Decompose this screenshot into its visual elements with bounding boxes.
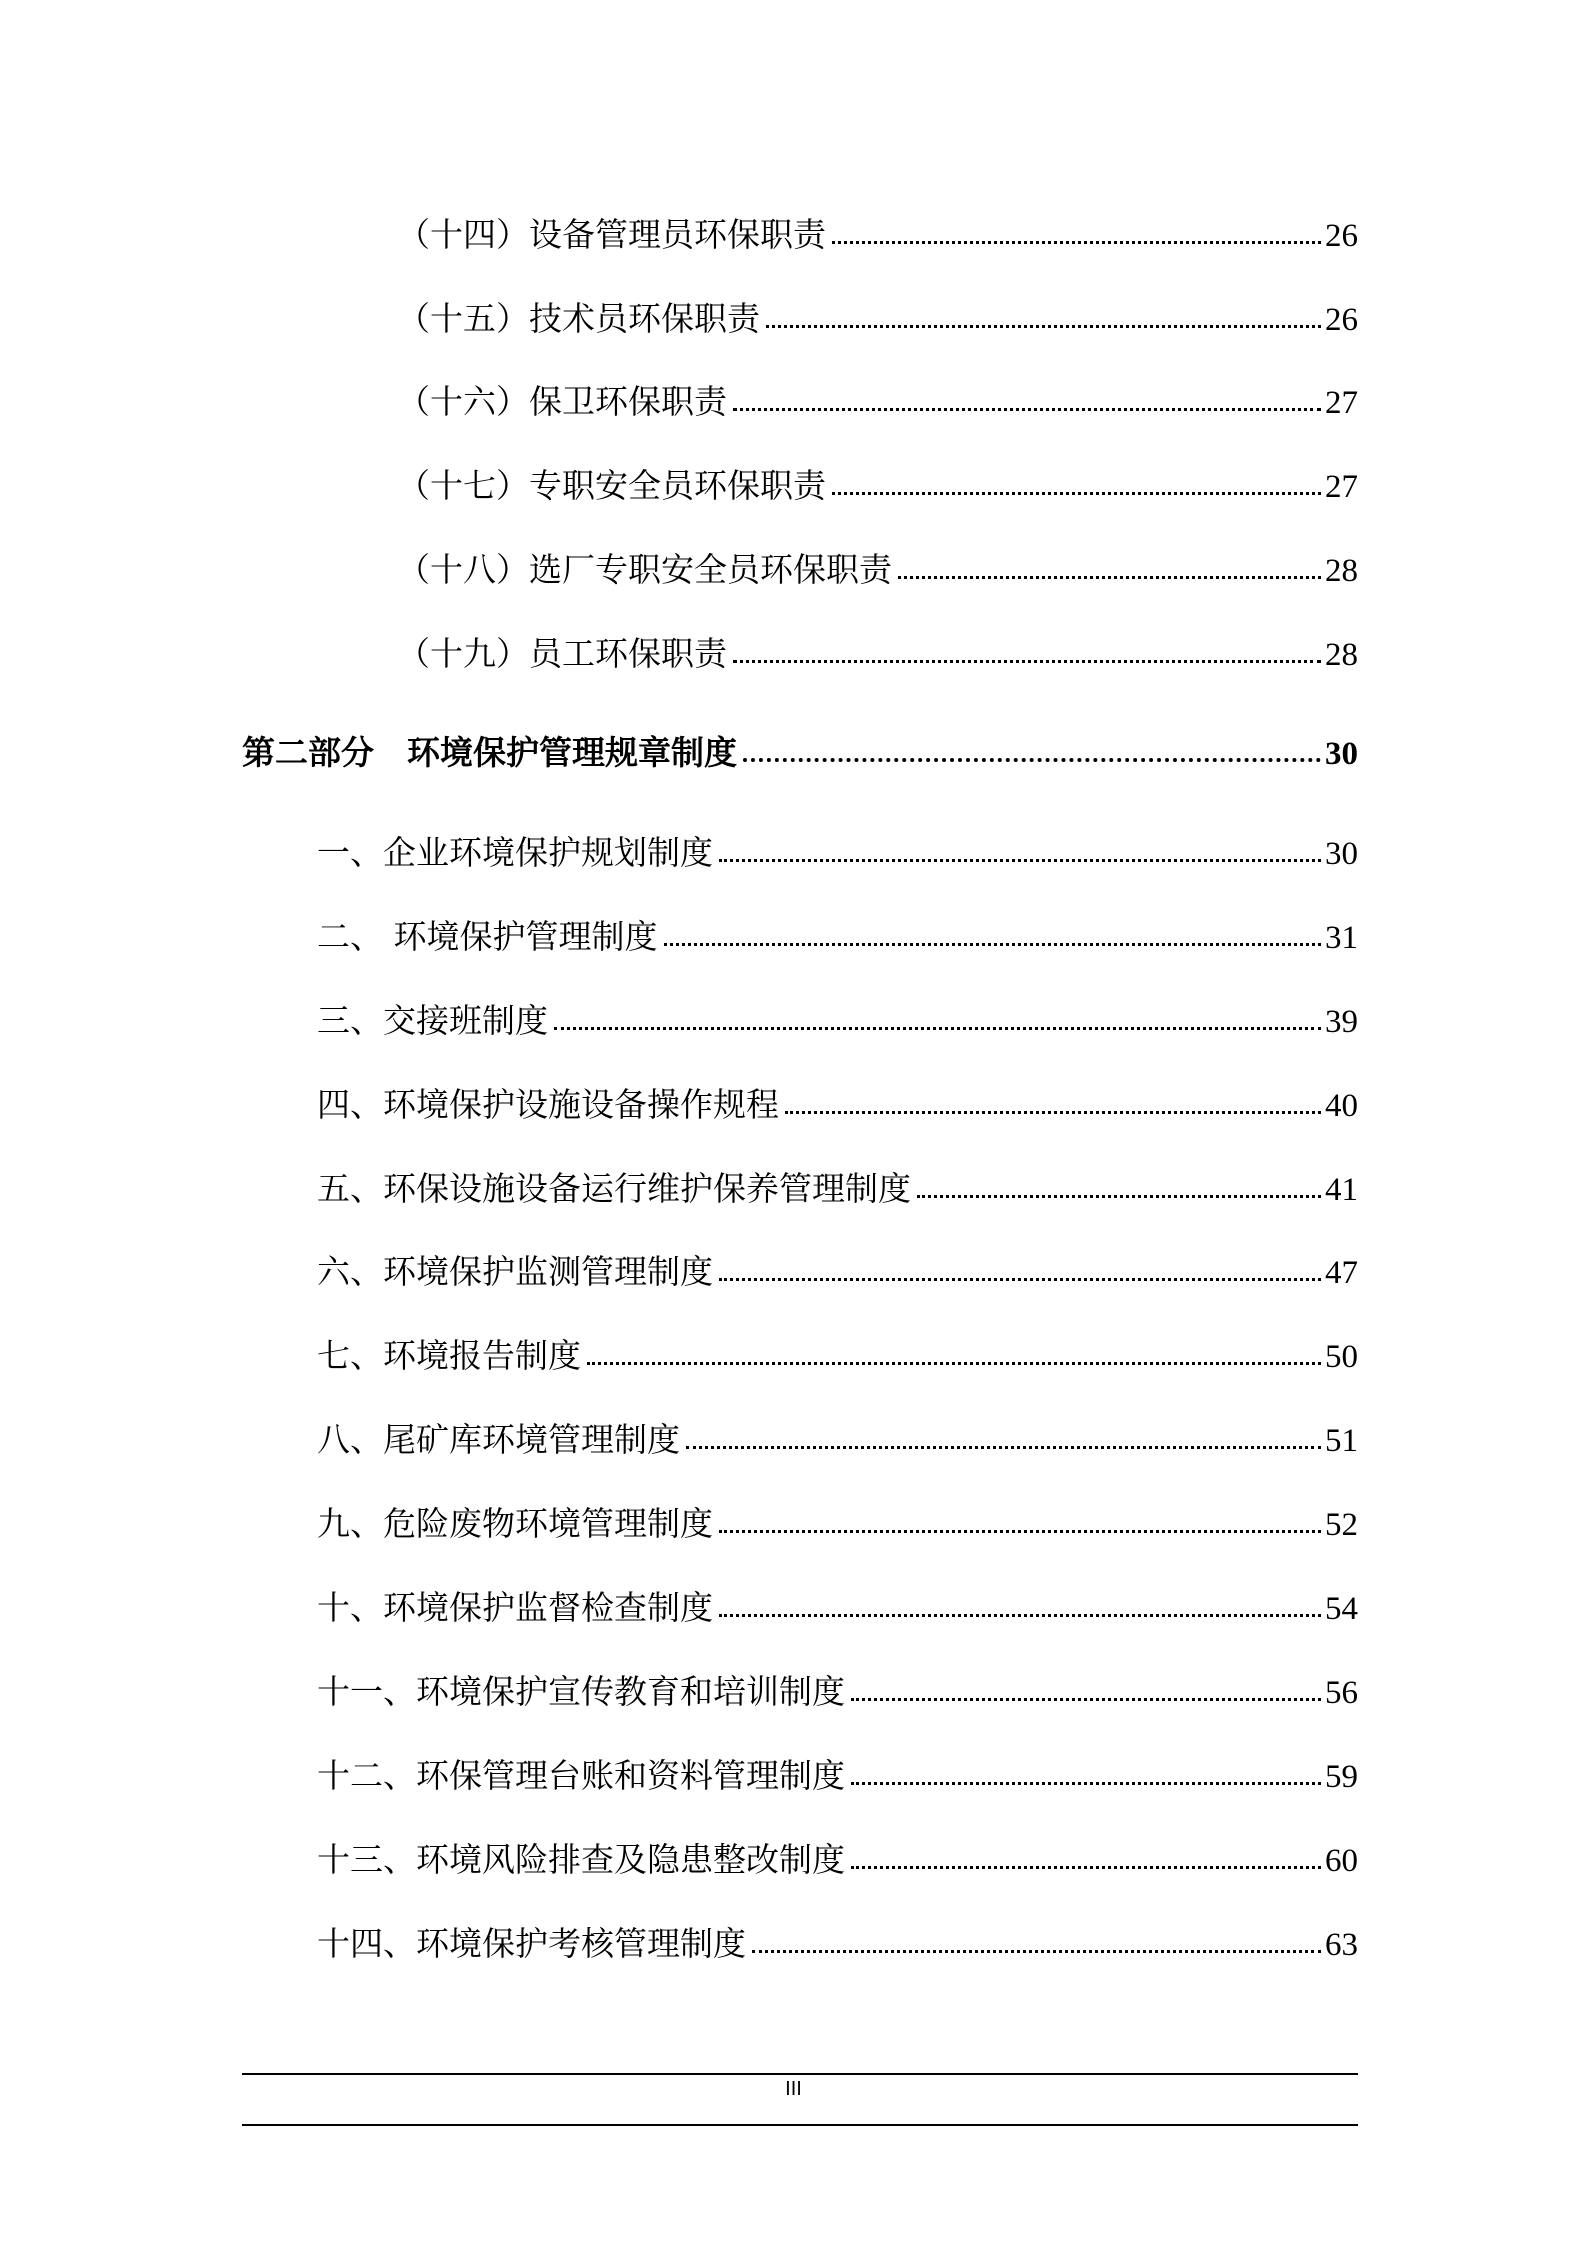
toc-entry[interactable] xyxy=(397,629,1358,679)
toc-entry[interactable] xyxy=(317,1080,1358,1130)
toc-entry-page: 50 xyxy=(1325,1339,1358,1375)
dot-leader xyxy=(719,1614,1321,1617)
dot-leader xyxy=(766,325,1321,328)
dot-leader xyxy=(554,1027,1321,1030)
dot-leader xyxy=(832,241,1321,244)
toc-entry-page: 28 xyxy=(1325,637,1358,673)
toc-entry-page: 30 xyxy=(1325,736,1358,772)
footer-rule-top xyxy=(242,2073,1358,2075)
footer-page-number: III xyxy=(785,2078,802,2100)
dot-leader xyxy=(733,408,1321,411)
toc-entry-label: 十四、环境保护考核管理制度 xyxy=(317,1924,746,1963)
toc-entry[interactable] xyxy=(317,1835,1358,1885)
toc-entry[interactable] xyxy=(317,912,1358,962)
toc-entry-label: 四、环境保护设施设备操作规程 xyxy=(317,1085,779,1124)
toc-entry-label: （十五）技术员环保职责 xyxy=(397,299,760,338)
toc-entry-label: （十八）选厂专职安全员环保职责 xyxy=(397,550,892,589)
toc-entry-page: 51 xyxy=(1325,1423,1358,1459)
toc-entry-page: 30 xyxy=(1325,836,1358,872)
toc-entry-page: 52 xyxy=(1325,1507,1358,1543)
dot-leader xyxy=(733,660,1321,663)
toc-entry-page: 63 xyxy=(1325,1927,1358,1963)
toc-entry-label: （十九）员工环保职责 xyxy=(397,634,727,673)
toc-entry-label: 七、环境报告制度 xyxy=(317,1336,581,1375)
dot-leader xyxy=(743,758,1321,762)
toc-entry-label: （十六）保卫环保职责 xyxy=(397,382,727,421)
toc-entry[interactable] xyxy=(317,1164,1358,1214)
toc-entry-part-heading[interactable] xyxy=(242,728,1358,778)
toc-entry[interactable] xyxy=(397,294,1358,344)
toc-entry-label: 一、企业环境保护规划制度 xyxy=(317,833,713,872)
dot-leader xyxy=(851,1698,1321,1701)
dot-leader xyxy=(898,576,1321,579)
dot-leader xyxy=(719,1530,1321,1533)
toc-entry[interactable] xyxy=(317,1331,1358,1381)
toc-entry[interactable] xyxy=(317,1415,1358,1465)
toc-entry-label: 二、 环境保护管理制度 xyxy=(317,917,658,956)
toc-entry[interactable] xyxy=(317,1583,1358,1633)
toc-entry-page: 31 xyxy=(1325,920,1358,956)
toc-entry-label: 十三、环境风险排查及隐患整改制度 xyxy=(317,1840,845,1879)
toc-entry-page: 41 xyxy=(1325,1172,1358,1208)
toc-entry-page: 39 xyxy=(1325,1004,1358,1040)
dot-leader xyxy=(664,943,1322,946)
toc-entry-label: 第二部分 环境保护管理规章制度 xyxy=(242,733,737,772)
toc-entry-label: 十一、环境保护宣传教育和培训制度 xyxy=(317,1672,845,1711)
toc-entry[interactable] xyxy=(317,996,1358,1046)
toc-entry[interactable] xyxy=(397,377,1358,427)
dot-leader xyxy=(719,859,1321,862)
dot-leader xyxy=(785,1111,1321,1114)
toc-entry[interactable] xyxy=(317,828,1358,878)
dot-leader xyxy=(851,1866,1321,1869)
dot-leader xyxy=(832,492,1321,495)
toc-entry-label: 三、交接班制度 xyxy=(317,1001,548,1040)
dot-leader xyxy=(719,1278,1321,1281)
toc-entry[interactable] xyxy=(317,1499,1358,1549)
toc-entry-page: 28 xyxy=(1325,553,1358,589)
toc-entry[interactable] xyxy=(317,1247,1358,1297)
dot-leader xyxy=(851,1782,1321,1785)
toc-entry[interactable] xyxy=(397,461,1358,511)
dot-leader xyxy=(752,1950,1321,1953)
dot-leader xyxy=(587,1362,1321,1365)
toc-entry[interactable] xyxy=(397,545,1358,595)
dot-leader xyxy=(686,1446,1321,1449)
toc-entry-label: 十二、环保管理台账和资料管理制度 xyxy=(317,1756,845,1795)
toc-entry-label: 十、环境保护监督检查制度 xyxy=(317,1588,713,1627)
dot-leader xyxy=(917,1195,1321,1198)
toc-entry-page: 54 xyxy=(1325,1591,1358,1627)
toc-entry-label: 八、尾矿库环境管理制度 xyxy=(317,1420,680,1459)
toc-entry-label: 六、环境保护监测管理制度 xyxy=(317,1252,713,1291)
toc-entry-page: 59 xyxy=(1325,1759,1358,1795)
toc-entry[interactable] xyxy=(317,1751,1358,1801)
toc-entry-page: 27 xyxy=(1325,385,1358,421)
toc-entry-page: 56 xyxy=(1325,1675,1358,1711)
toc-entry-label: 九、危险废物环境管理制度 xyxy=(317,1504,713,1543)
toc-entry-page: 27 xyxy=(1325,469,1358,505)
toc-entry-page: 47 xyxy=(1325,1255,1358,1291)
toc-entry[interactable] xyxy=(317,1667,1358,1717)
toc-entry-label: （十七）专职安全员环保职责 xyxy=(397,466,826,505)
toc-entry-page: 40 xyxy=(1325,1088,1358,1124)
toc-entry-label: （十四）设备管理员环保职责 xyxy=(397,215,826,254)
toc-entry-page: 26 xyxy=(1325,302,1358,338)
footer-rule-bottom xyxy=(242,2124,1358,2126)
toc-entry[interactable] xyxy=(397,210,1358,260)
toc-entry-label: 五、环保设施设备运行维护保养管理制度 xyxy=(317,1169,911,1208)
toc-entry-page: 60 xyxy=(1325,1843,1358,1879)
toc-entry[interactable] xyxy=(317,1919,1358,1969)
toc-entry-page: 26 xyxy=(1325,218,1358,254)
